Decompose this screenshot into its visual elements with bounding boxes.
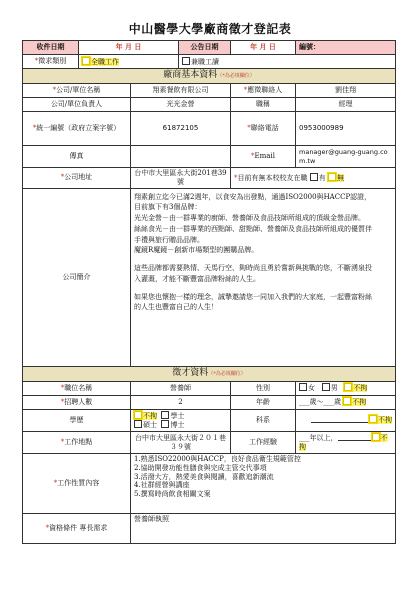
alumni-cell: *目前有無本校校友在職 有 無 xyxy=(231,168,396,189)
experience-blank[interactable] xyxy=(338,434,372,441)
edu-any-label: 不拘 xyxy=(143,411,157,420)
intro-line: 這些品牌都需要熱情、天馬行空、夠時尚且勇於嘗新與挑戰的您，不斷湧泉投 xyxy=(134,264,372,272)
age-options xyxy=(296,395,396,409)
education-options xyxy=(131,409,231,432)
intro-label: 公司簡介 xyxy=(23,188,131,366)
experience-years[interactable]: ___年以上， xyxy=(299,434,338,443)
gender-male-label: 男 xyxy=(330,384,338,393)
tax-id-label: 統一編號（政府立案字號） xyxy=(36,124,121,133)
gender-label: 性別 xyxy=(231,381,296,395)
receive-date-field[interactable]: 年 月 日 xyxy=(79,41,179,55)
edu-bachelor-checkbox[interactable] xyxy=(161,411,169,419)
phone-label: 聯絡電話 xyxy=(250,124,279,133)
alumni-no-label: 無 xyxy=(336,173,344,182)
headcount-label-cell: *招聘人數 xyxy=(23,395,131,409)
edu-bachelor-label: 學士 xyxy=(170,411,185,420)
company-section-title: 廠商基本資料 xyxy=(163,70,218,81)
workplace-label-cell: *工作地點 xyxy=(23,432,131,454)
alumni-yes-checkbox[interactable] xyxy=(310,173,318,181)
recruit-type-cell: *徵求類別 xyxy=(23,55,79,69)
alumni-no-checkbox[interactable] xyxy=(328,173,336,181)
job-section-header xyxy=(23,366,396,381)
job-section-title: 徵才資料 xyxy=(172,367,209,378)
qualification-value[interactable]: 營養師執照 xyxy=(131,514,396,544)
age-any-checkbox[interactable] xyxy=(343,397,351,405)
email-label: Email xyxy=(254,152,275,161)
duties-label: 工作性質內容 xyxy=(57,479,100,488)
company-section-note: （*為必填欄位） xyxy=(217,73,255,80)
department-blank[interactable] xyxy=(311,416,369,423)
job-title-value[interactable]: 營養師 xyxy=(131,381,231,395)
age-any-label: 不拘 xyxy=(352,398,367,407)
gender-female-label: 女 xyxy=(308,384,315,393)
recruit-type-label: 徵求類別 xyxy=(38,57,67,66)
address-value[interactable]: 台中市大里區永大街201巷39號 xyxy=(131,168,231,189)
gender-any-label: 不拘 xyxy=(353,384,368,393)
phone-label-cell: *聯絡電話 xyxy=(231,112,296,146)
tax-id-value[interactable]: 61872105 xyxy=(131,112,231,146)
edu-any-checkbox[interactable] xyxy=(134,411,142,419)
registration-form xyxy=(22,40,396,544)
gender-options xyxy=(296,381,396,395)
company-name-value[interactable]: 翔素餐飲有限公司 xyxy=(131,84,231,98)
duties-list[interactable] xyxy=(131,454,396,514)
intro-line: 手禮與旅行贈品品牌。 xyxy=(134,235,204,244)
intro-line: 目前旗下有3個品牌： xyxy=(134,203,202,212)
qualification-label: 資格條件 專長需求 xyxy=(49,524,108,533)
number-field[interactable] xyxy=(296,41,396,55)
company-section-header xyxy=(23,69,396,84)
job-section-note: （*為必填欄位） xyxy=(208,370,246,377)
intro-line: 光光金營－由一群專業的廚師、營養師及食品技師所組成的頂級金營品牌。 xyxy=(134,214,365,222)
gender-female-checkbox[interactable] xyxy=(299,383,307,391)
duties-label-cell: *工作性質內容 xyxy=(23,454,131,514)
email-label-cell: *Email xyxy=(231,146,296,168)
headcount-value[interactable]: 2 xyxy=(131,395,231,409)
part-time-option[interactable] xyxy=(179,55,396,69)
department-any-checkbox[interactable] xyxy=(369,415,377,423)
workplace-label: 工作地點 xyxy=(64,438,93,447)
owner-label: 公司/單位負責人 xyxy=(23,98,131,112)
intro-line: 翔素創立迄今已滿2週年，以食安為出發點，通過ISO2000與HACCP認證， xyxy=(134,192,372,201)
intro-line: 如果您也懷抱一樣的理念，誠摯邀請您一同加入我們的大家庭，一起豐富粉絲 xyxy=(134,292,372,301)
duty-item: 2.協助開發功能性膳食與完成主管交代事項 xyxy=(134,463,267,472)
number-label: 編號： xyxy=(299,42,320,52)
department-label: 科系 xyxy=(231,409,296,432)
email-value[interactable]: manager@guang-guang.com.tw xyxy=(296,146,396,168)
address-label-cell: *公司地址 xyxy=(23,168,131,189)
edu-master-label: 碩士 xyxy=(143,421,157,430)
intro-line: 魔鏡R魔鏡－創新市場類型的團購品牌。 xyxy=(134,246,259,255)
full-time-label: 全職工作 xyxy=(91,57,119,66)
gender-male-checkbox[interactable] xyxy=(322,383,330,391)
full-time-checkbox[interactable] xyxy=(82,57,90,65)
department-any-label: 不拘 xyxy=(378,416,392,425)
education-label: 學歷 xyxy=(23,409,131,432)
intro-line: 絲絲食光－由一群專業的西點師、甜點師、營養師及食品技師所組成的優質伴 xyxy=(134,224,372,233)
experience-any-label: 不拘 xyxy=(299,434,388,451)
announce-date-field[interactable]: 年 月 日 xyxy=(231,41,296,55)
contact-label: 應徵聯絡人 xyxy=(247,86,283,95)
intro-line: 入灌溉，才能不斷豐富品牌粉絲的人生。 xyxy=(134,274,260,283)
owner-value[interactable]: 光光金營 xyxy=(131,98,231,112)
company-name-label-cell: *公司/單位名稱 xyxy=(23,84,131,98)
edu-phd-label: 博士 xyxy=(170,421,185,430)
duty-item: 4.社群經營與講座 xyxy=(134,481,190,490)
gender-any-checkbox[interactable] xyxy=(344,383,352,391)
duty-item: 3.活潑大方，熱愛美食與閱讀，喜歡追新潮流 xyxy=(134,472,274,481)
position-label: 職稱 xyxy=(231,98,296,112)
position-value[interactable]: 經理 xyxy=(296,98,396,112)
experience-any-checkbox[interactable] xyxy=(372,433,380,441)
intro-line: 的人生也豐富自己的人生！ xyxy=(134,303,218,312)
alumni-yes-label: 有 xyxy=(318,173,326,182)
fax-value[interactable] xyxy=(131,146,231,168)
alumni-label: 目前有無本校校友在職 xyxy=(237,173,308,182)
announce-date-label: 公告日期 xyxy=(179,41,231,55)
qualification-label-cell: *資格條件 專長需求 xyxy=(23,514,131,544)
company-intro[interactable] xyxy=(131,188,396,366)
phone-value[interactable]: 0953000989 xyxy=(296,112,396,146)
contact-value[interactable]: 劉佳翔 xyxy=(296,84,396,98)
job-title-label: 職位名稱 xyxy=(64,383,93,392)
headcount-label: 招聘人數 xyxy=(64,397,93,406)
company-name-label: 公司/單位名稱 xyxy=(56,86,101,95)
receive-date-label: 收件日期 xyxy=(23,41,79,55)
job-title-label-cell: *職位名稱 xyxy=(23,381,131,395)
part-time-checkbox[interactable] xyxy=(182,57,190,65)
full-time-option[interactable] xyxy=(79,55,179,69)
address-label: 公司地址 xyxy=(64,173,93,182)
age-range[interactable]: ___歲～___歲 xyxy=(299,398,341,407)
tax-id-label-cell: *統一編號（政府立案字號） xyxy=(23,112,131,146)
fax-label: 傳真 xyxy=(23,146,131,168)
department-options xyxy=(296,409,396,432)
edu-master-checkbox[interactable] xyxy=(134,420,142,428)
experience-label: 工作經驗 xyxy=(231,432,296,454)
workplace-value[interactable]: 台中市大里區永大街２０１巷３９號 xyxy=(131,432,231,454)
contact-label-cell: *應徵聯絡人 xyxy=(231,84,296,98)
duty-item: 5.撰寫時尚飲食相關文案 xyxy=(134,490,211,498)
age-label: 年齡 xyxy=(231,395,296,409)
page-title: 中山醫學大學廠商徵才登記表 xyxy=(128,22,292,36)
part-time-label: 兼職工讀 xyxy=(191,57,219,66)
duty-item: 1.熟悉ISO22000與HACCP，良好食品衛生規範管控 xyxy=(134,455,301,463)
experience-options xyxy=(296,432,396,454)
edu-phd-checkbox[interactable] xyxy=(161,420,169,428)
